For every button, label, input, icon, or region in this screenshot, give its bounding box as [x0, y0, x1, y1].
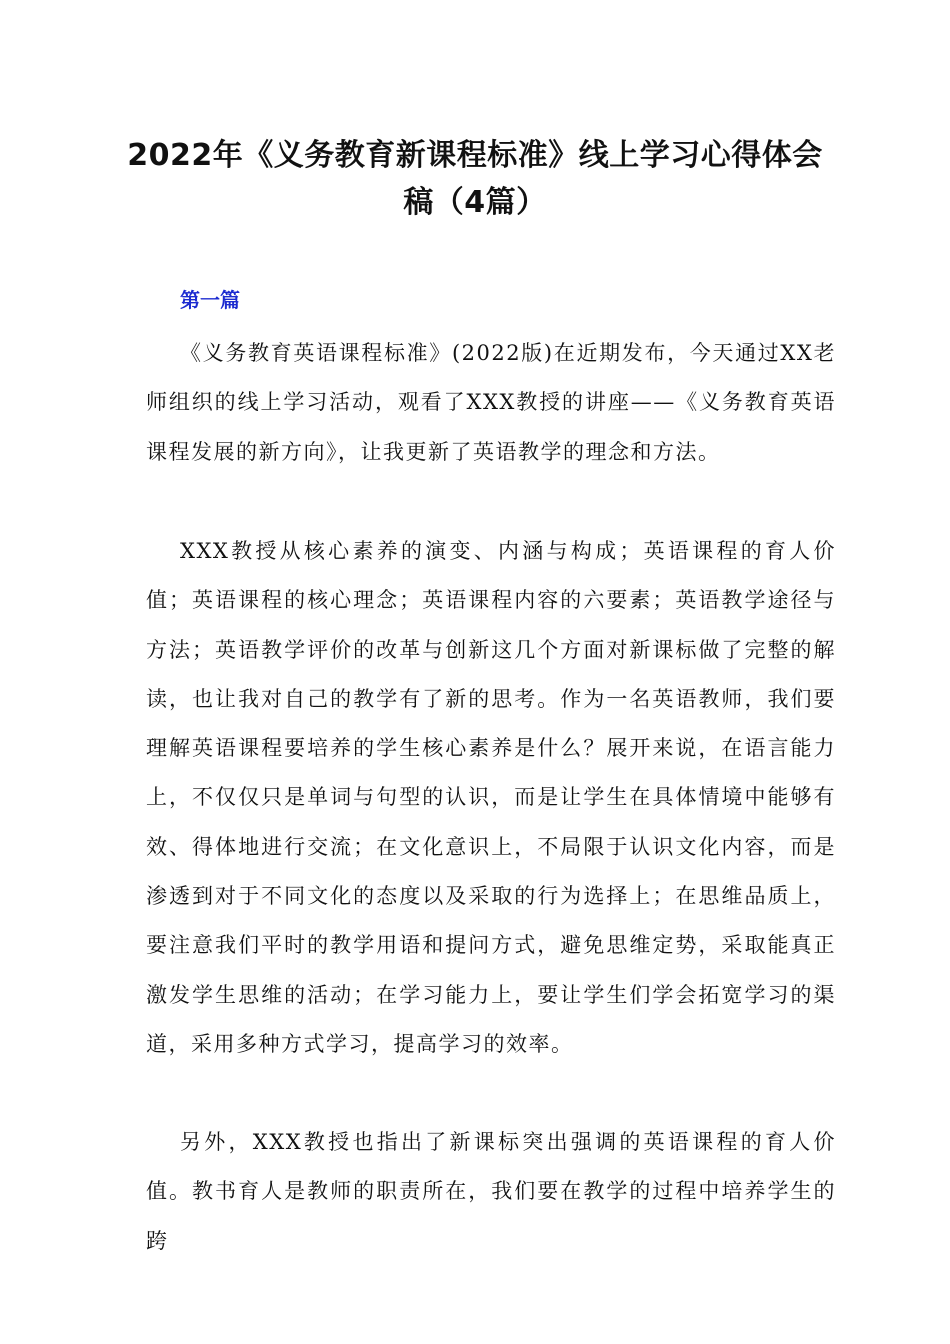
body-paragraph-1: 《义务教育英语课程标准》(2022版)在近期发布，今天通过XX老师组织的线上学习活动，观看了XXX教授的讲座——《义务教育英语课程发展的新方向》，让我更新了英语教学的理念和方法。 — [146, 341, 836, 464]
document-title: 2022年《义务教育新课程标准》线上学习心得体会稿（4篇） — [127, 138, 823, 220]
section-heading: 第一篇 — [180, 288, 240, 312]
body-paragraph-2: XXX教授从核心素养的演变、内涵与构成；英语课程的育人价值；英语课程的核心理念；英语课程内容的六要素；英语教学途径与方法；英语教学评价的改革与创新这几个方面对新课标做了完整的解读，也让我对自己的教学有了新的思考。作为一名英语教师，我们要理解英语课程要培养的学生核心素养是什么？展开来说，在语言能力上，不仅仅只是单词与句型的认识，而是让学生在具体情境中能够有效、得体地进行交流；在文化意识上，不局限于认识文化内容，而是渗透到对于不同文化的态度以及采取的行为选择上；在思维品质上，要注意我们平时的教学用语和提问方式，避免思维定势，采取能真正激发学生思维的活动；在学习能力上，要让学生们学会拓宽学习的渠道，采用多种方式学习，提高学习的效率。 — [146, 539, 836, 1056]
body-paragraph-3: 另外，XXX教授也指出了新课标突出强调的英语课程的育人价值。教书育人是教师的职责所在，我们要在教学的过程中培养学生的跨 — [146, 1130, 836, 1253]
